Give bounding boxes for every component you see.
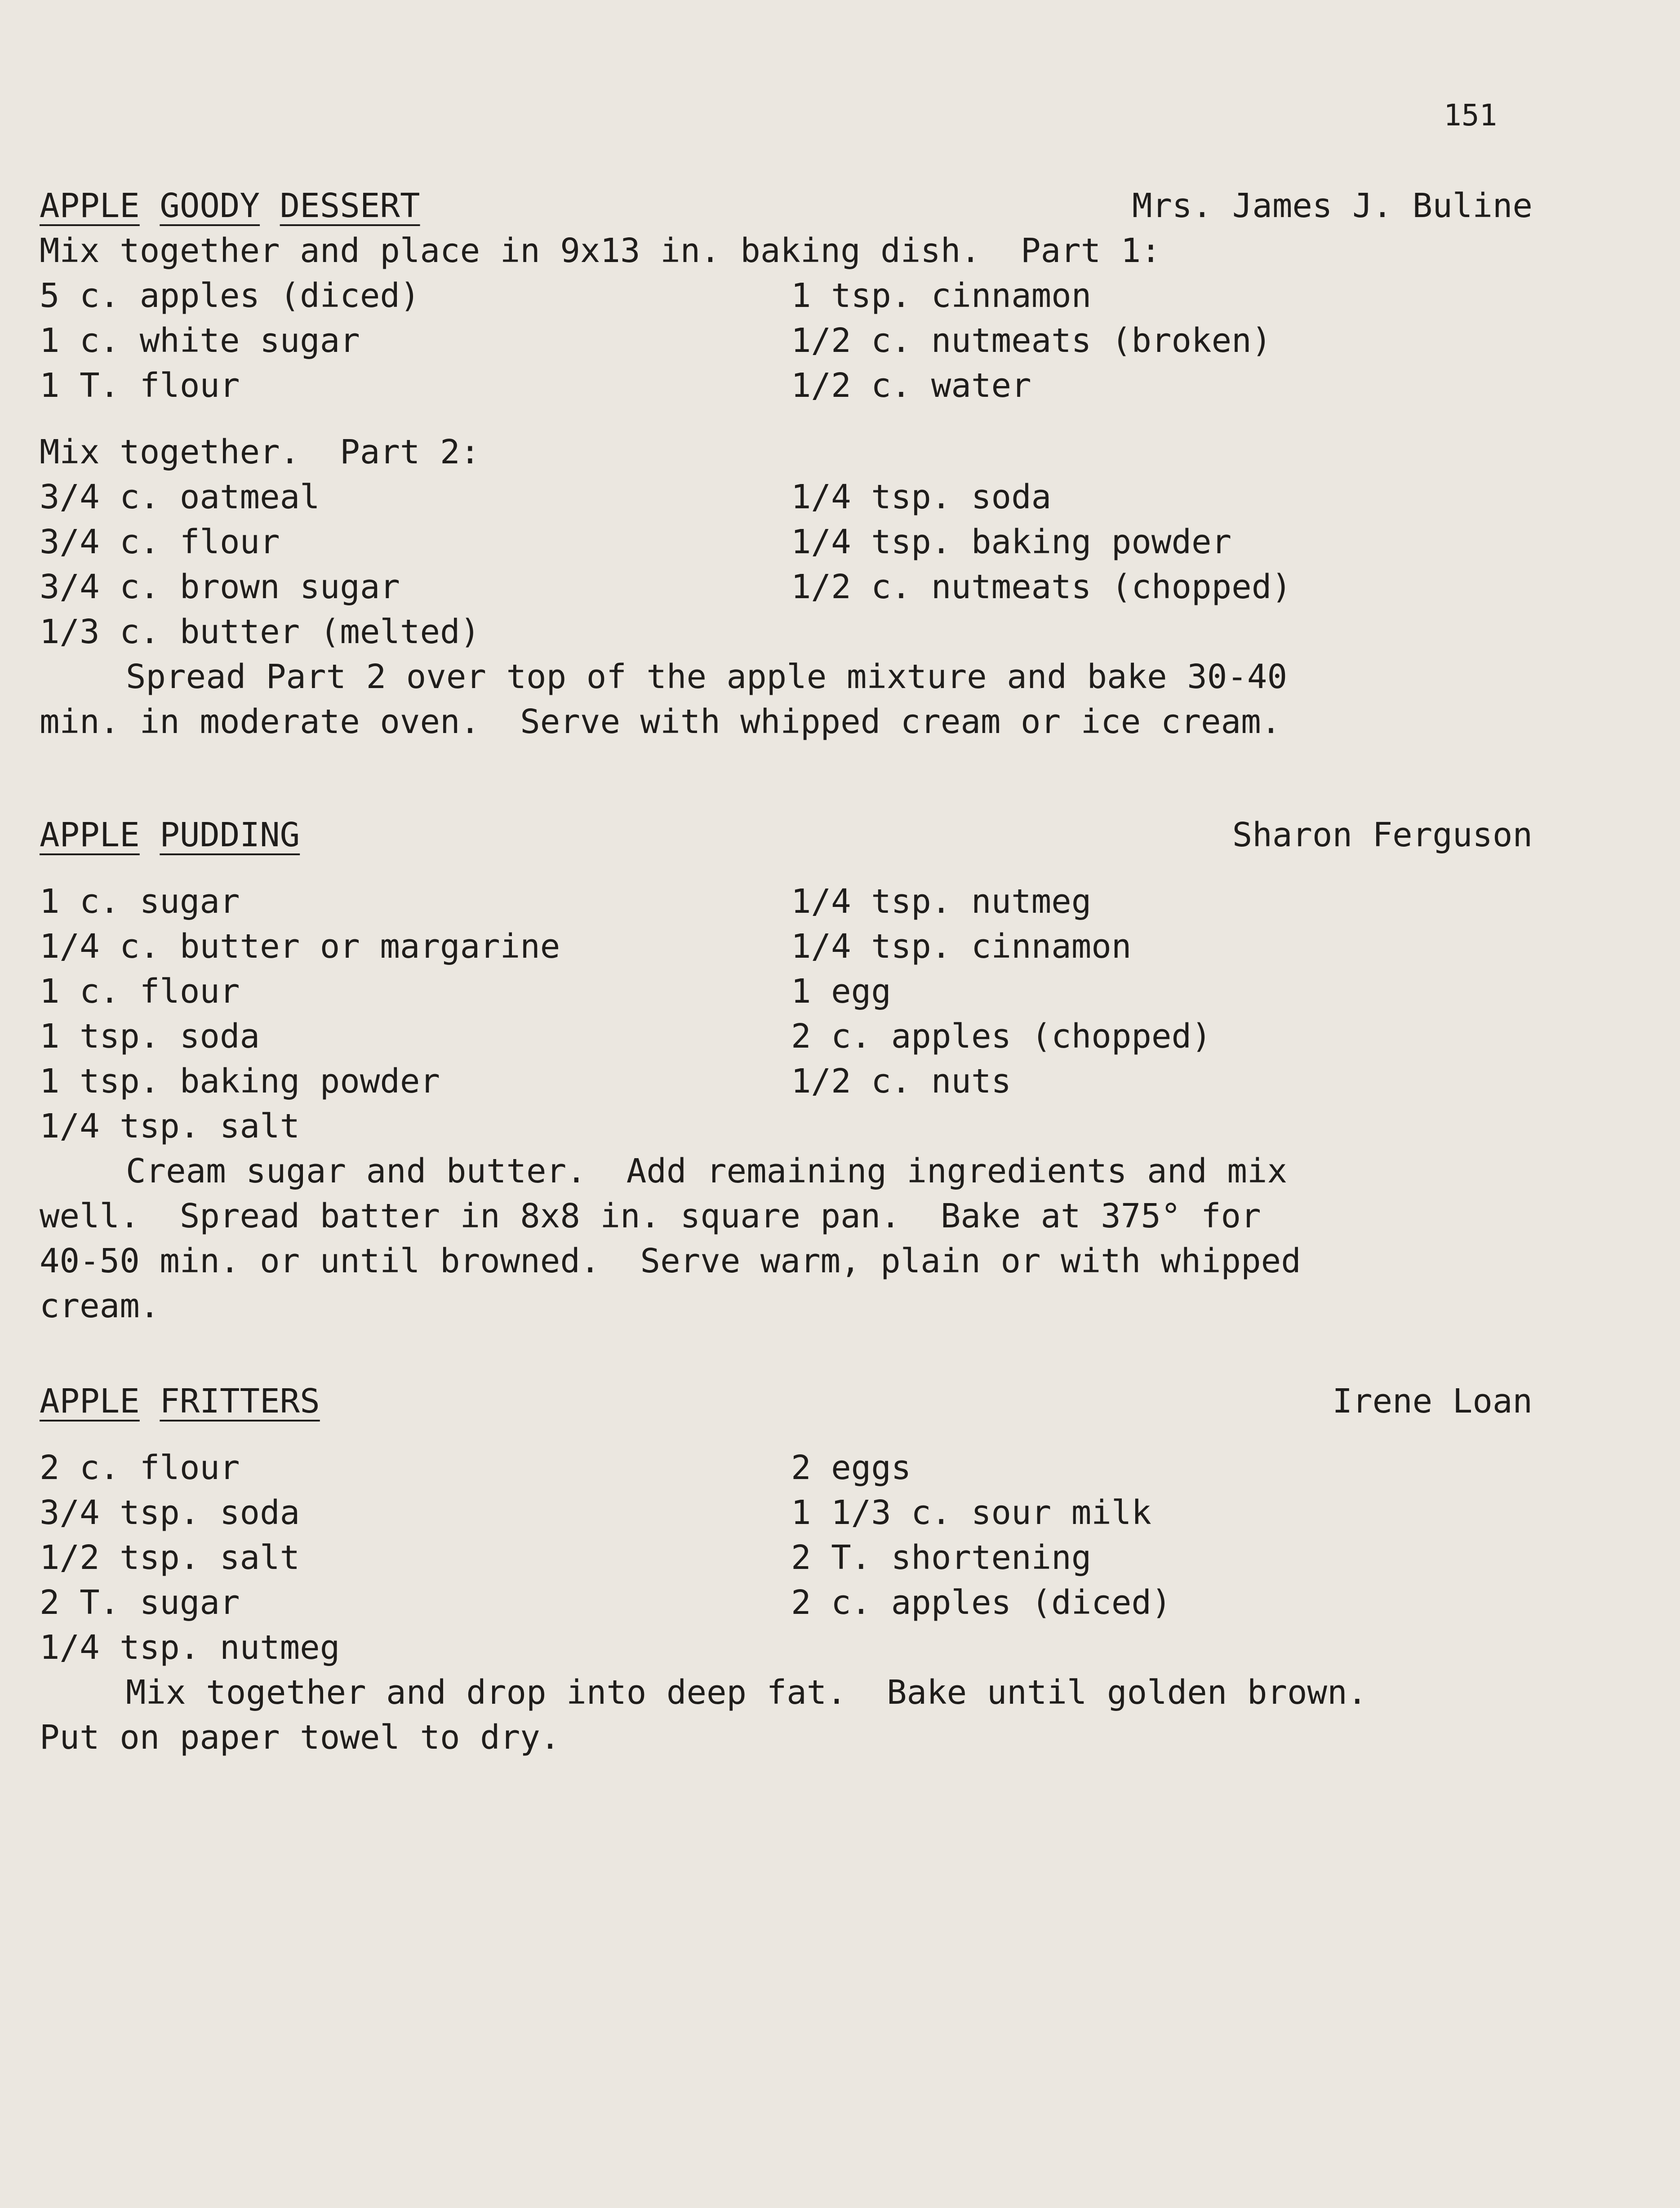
- ingredient-right: 1/2 c. nuts: [791, 1062, 1012, 1101]
- instruction-line: Mix together and place in 9x13 in. baking dish. Part 1:: [40, 231, 1161, 270]
- ingredient-left: 1/3 c. butter (melted): [40, 613, 480, 651]
- ingredient-left: 5 c. apples (diced): [40, 276, 420, 315]
- recipe-title: [40, 813, 300, 857]
- ingredient-right: 2 c. apples (chopped): [791, 1017, 1212, 1056]
- title-word: PUDDING: [160, 816, 300, 854]
- recipe-apple-fritters: [40, 1379, 1533, 1760]
- ingredient-row: [40, 318, 1533, 363]
- ingredient-left: 2 c. flour: [40, 1448, 240, 1487]
- ingredient-left: 1/4 tsp. nutmeg: [40, 1628, 340, 1667]
- recipe-title: [40, 183, 420, 228]
- direction-line: 40-50 min. or until browned. Serve warm, plain or with whipped: [40, 1242, 1301, 1280]
- recipe-title: [40, 1379, 320, 1424]
- ingredient-row: [40, 1535, 1533, 1580]
- ingredient-left: 1/4 tsp. salt: [40, 1107, 300, 1146]
- ingredient-left: 3/4 c. flour: [40, 523, 280, 561]
- direction-line: Spread Part 2 over top of the apple mixture and bake 30-40: [126, 658, 1288, 696]
- ingredient-left: 1 tsp. soda: [40, 1017, 260, 1056]
- ingredient-right: 1/2 c. nutmeats (broken): [791, 321, 1272, 360]
- ingredient-row: [40, 969, 1533, 1014]
- ingredient-row: [40, 273, 1533, 318]
- ingredient-left: 1 T. flour: [40, 366, 240, 405]
- title-word: GOODY: [160, 187, 260, 225]
- ingredient-row: [40, 475, 1533, 520]
- recipe-apple-goody-dessert: [40, 183, 1533, 744]
- ingredient-row: [40, 879, 1533, 924]
- ingredient-row: [40, 1580, 1533, 1625]
- ingredient-row: [40, 924, 1533, 969]
- ingredient-left: 3/4 c. brown sugar: [40, 568, 400, 606]
- ingredient-right: 1/4 tsp. soda: [791, 478, 1052, 516]
- ingredient-left: 1 c. white sugar: [40, 321, 360, 360]
- ingredient-right: 1/2 c. water: [791, 366, 1031, 405]
- ingredient-right: 2 c. apples (diced): [791, 1583, 1172, 1622]
- recipe-author: Sharon Ferguson: [1232, 816, 1533, 854]
- ingredient-row: [40, 1490, 1533, 1535]
- instruction-line: Mix together. Part 2:: [40, 433, 480, 471]
- title-word: DESSERT: [280, 187, 420, 225]
- ingredient-right: 1 egg: [791, 972, 891, 1011]
- ingredient-row: [40, 363, 1533, 408]
- ingredient-right: 1 1/3 c. sour milk: [791, 1493, 1151, 1532]
- direction-line: Cream sugar and butter. Add remaining ingredients and mix: [126, 1152, 1288, 1191]
- ingredient-left: 3/4 c. oatmeal: [40, 478, 320, 516]
- title-word: APPLE: [40, 816, 140, 854]
- ingredient-row: [40, 1445, 1533, 1490]
- title-word: APPLE: [40, 187, 140, 225]
- ingredient-row: [40, 1059, 1533, 1104]
- ingredient-right: 1 tsp. cinnamon: [791, 276, 1092, 315]
- recipe-apple-pudding: [40, 813, 1533, 1328]
- direction-line: well. Spread batter in 8x8 in. square pan. Bake at 375° for: [40, 1197, 1261, 1235]
- ingredient-row: [40, 520, 1533, 564]
- ingredient-right: 1/2 c. nutmeats (chopped): [791, 568, 1292, 606]
- title-word: FRITTERS: [160, 1382, 320, 1421]
- ingredient-left: 1 c. sugar: [40, 882, 240, 921]
- page-number: 151: [1444, 98, 1498, 133]
- direction-line: Put on paper towel to dry.: [40, 1718, 560, 1757]
- recipe-author: Irene Loan: [1332, 1382, 1533, 1421]
- ingredient-row: [40, 609, 1533, 654]
- ingredient-left: 1 tsp. baking powder: [40, 1062, 440, 1101]
- direction-line: min. in moderate oven. Serve with whipped cream or ice cream.: [40, 702, 1281, 741]
- ingredient-right: 1/4 tsp. nutmeg: [791, 882, 1092, 921]
- ingredient-right: 2 T. shortening: [791, 1538, 1092, 1577]
- direction-line: Mix together and drop into deep fat. Bake until golden brown.: [126, 1673, 1368, 1712]
- ingredient-left: 1/4 c. butter or margarine: [40, 927, 560, 966]
- ingredient-row: [40, 1014, 1533, 1059]
- ingredient-row: [40, 1625, 1533, 1670]
- direction-line: cream.: [40, 1287, 160, 1325]
- ingredient-left: 1 c. flour: [40, 972, 240, 1011]
- ingredient-right: 1/4 tsp. cinnamon: [791, 927, 1132, 966]
- ingredient-row: [40, 1104, 1533, 1149]
- ingredient-left: 1/2 tsp. salt: [40, 1538, 300, 1577]
- ingredient-right: 1/4 tsp. baking powder: [791, 523, 1232, 561]
- ingredient-left: 3/4 tsp. soda: [40, 1493, 300, 1532]
- recipe-author: Mrs. James J. Buline: [1132, 187, 1533, 225]
- ingredient-row: [40, 564, 1533, 609]
- ingredient-left: 2 T. sugar: [40, 1583, 240, 1622]
- title-word: APPLE: [40, 1382, 140, 1421]
- ingredient-right: 2 eggs: [791, 1448, 911, 1487]
